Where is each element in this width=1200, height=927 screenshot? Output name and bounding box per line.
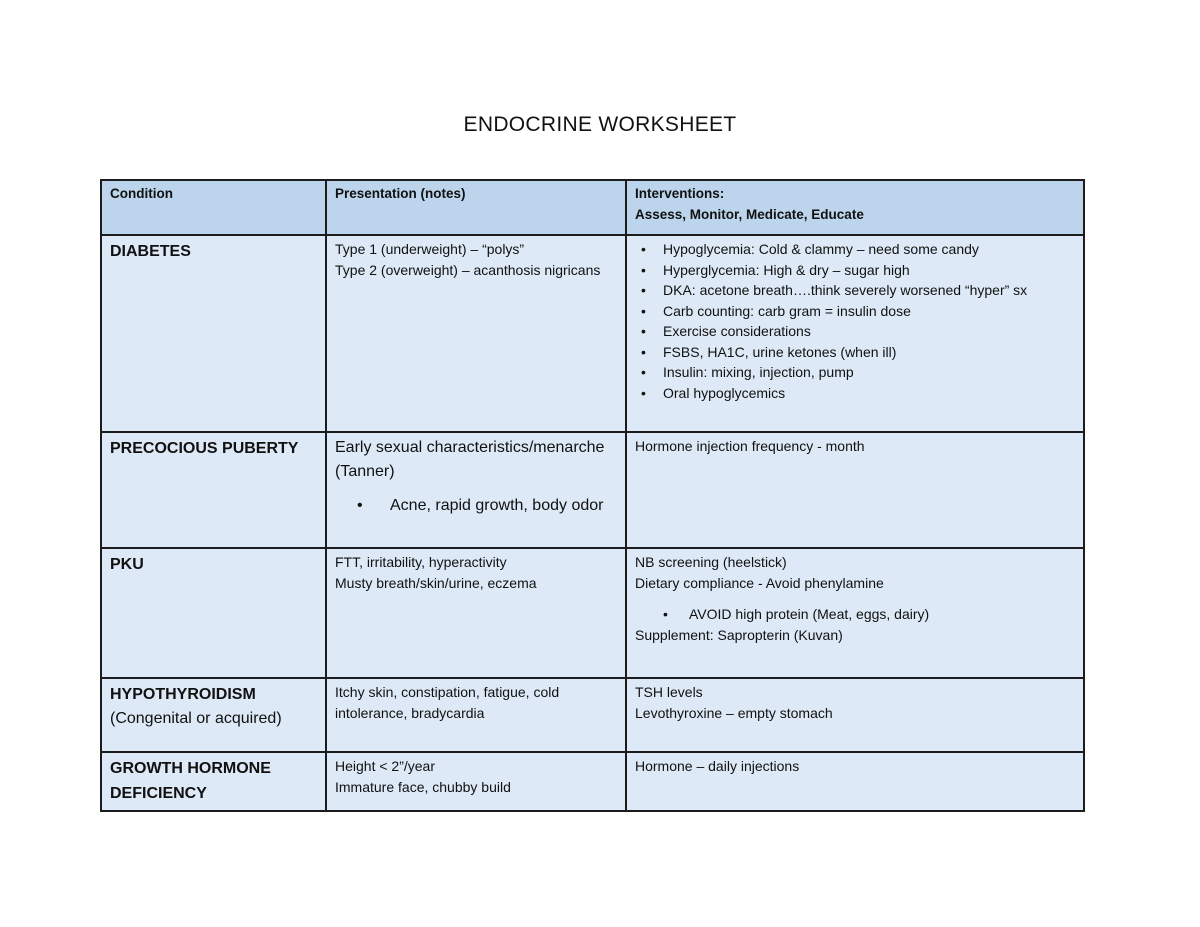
presentation-line: FTT, irritability, hyperactivity <box>335 554 507 570</box>
interventions-list <box>635 239 1075 403</box>
presentation-line: Height < 2”/year <box>335 758 435 774</box>
presentation-line: Immature face, chubby build <box>335 778 511 795</box>
bullet-icon: • <box>357 497 363 514</box>
list-item: • Carb counting: carb gram = insulin dose <box>663 301 1075 322</box>
bullet-icon: • <box>641 364 646 380</box>
header-interventions-subtitle: Assess, Monitor, Medicate, Educate <box>635 206 864 222</box>
list-item: • AVOID high protein (Meat, eggs, dairy) <box>689 604 1075 625</box>
presentation-line: Type 1 (underweight) – “polys” <box>335 241 525 257</box>
bullet-icon: • <box>641 302 646 319</box>
presentation-cell <box>326 432 626 548</box>
header-interventions <box>626 180 1084 235</box>
interventions-line: Supplement: Sapropterin (Kuvan) <box>635 626 843 643</box>
bullet-icon: • <box>641 282 646 298</box>
table-row <box>101 235 1084 432</box>
presentation-list <box>335 496 617 517</box>
list-item: • DKA: acetone breath….think severely worsened “hyper” sx <box>663 280 1075 301</box>
presentation-line: Musty breath/skin/urine, eczema <box>335 574 537 591</box>
interventions-cell <box>626 548 1084 678</box>
presentation-line: Type 2 (overweight) – acanthosis nigricans <box>335 261 601 278</box>
condition-cell <box>101 548 326 678</box>
interventions-cell <box>626 235 1084 432</box>
condition-cell <box>101 678 326 752</box>
list-item: • Oral hypoglycemics <box>663 383 1075 404</box>
interventions-line: TSH levels <box>635 684 703 700</box>
interventions-line: Hormone – daily injections <box>635 758 800 774</box>
presentation-cell <box>326 678 626 752</box>
list-item: • Hypoglycemia: Cold & clammy – need some candy <box>663 239 1075 260</box>
table-row <box>101 432 1084 548</box>
bullet-icon: • <box>663 606 668 622</box>
condition-name: GROWTH HORMONE DEFICIENCY <box>110 760 271 802</box>
condition-name: HYPOTHYROIDISM <box>110 686 256 703</box>
header-interventions-title: Interventions: <box>635 186 725 201</box>
bullet-icon: • <box>641 343 646 360</box>
bullet-icon: • <box>641 241 646 257</box>
condition-cell <box>101 235 326 432</box>
list-item: • Acne, rapid growth, body odor <box>390 496 617 517</box>
page-title: ENDOCRINE WORKSHEET <box>463 113 737 136</box>
bullet-icon: • <box>641 261 646 278</box>
interventions-line: Levothyroxine – empty stomach <box>635 704 833 721</box>
bullet-icon: • <box>641 323 646 339</box>
table-row <box>101 548 1084 678</box>
table-row <box>101 678 1084 752</box>
presentation-cell <box>326 752 626 811</box>
condition-cell <box>101 752 326 811</box>
interventions-cell <box>626 432 1084 548</box>
interventions-line: Hormone injection frequency - month <box>635 438 865 454</box>
list-item: • Hyperglycemia: High & dry – sugar high <box>663 260 1075 281</box>
condition-name: PRECOCIOUS PUBERTY <box>110 440 299 457</box>
list-item: • FSBS, HA1C, urine ketones (when ill) <box>663 342 1075 363</box>
bullet-icon: • <box>641 384 646 401</box>
header-presentation: Presentation (notes) <box>326 180 626 235</box>
interventions-list <box>635 604 1075 625</box>
endocrine-table <box>100 179 1085 812</box>
presentation-cell <box>326 235 626 432</box>
list-item: • Exercise considerations <box>663 321 1075 342</box>
table-header-row <box>101 180 1084 235</box>
header-condition: Condition <box>101 180 326 235</box>
table-row <box>101 752 1084 811</box>
interventions-line: NB screening (heelstick) <box>635 554 787 570</box>
presentation-cell <box>326 548 626 678</box>
list-item: • Insulin: mixing, injection, pump <box>663 362 1075 383</box>
presentation-line: Early sexual characteristics/menarche (Tanner) <box>335 439 605 480</box>
condition-subtitle: (Congenital or acquired) <box>110 710 282 727</box>
interventions-cell <box>626 752 1084 811</box>
presentation-line: Itchy skin, constipation, fatigue, cold intolerance, bradycardia <box>335 684 560 721</box>
condition-cell <box>101 432 326 548</box>
condition-name: DIABETES <box>110 243 191 260</box>
interventions-cell <box>626 678 1084 752</box>
interventions-line: Dietary compliance - Avoid phenylamine <box>635 574 884 591</box>
condition-name: PKU <box>110 556 144 573</box>
